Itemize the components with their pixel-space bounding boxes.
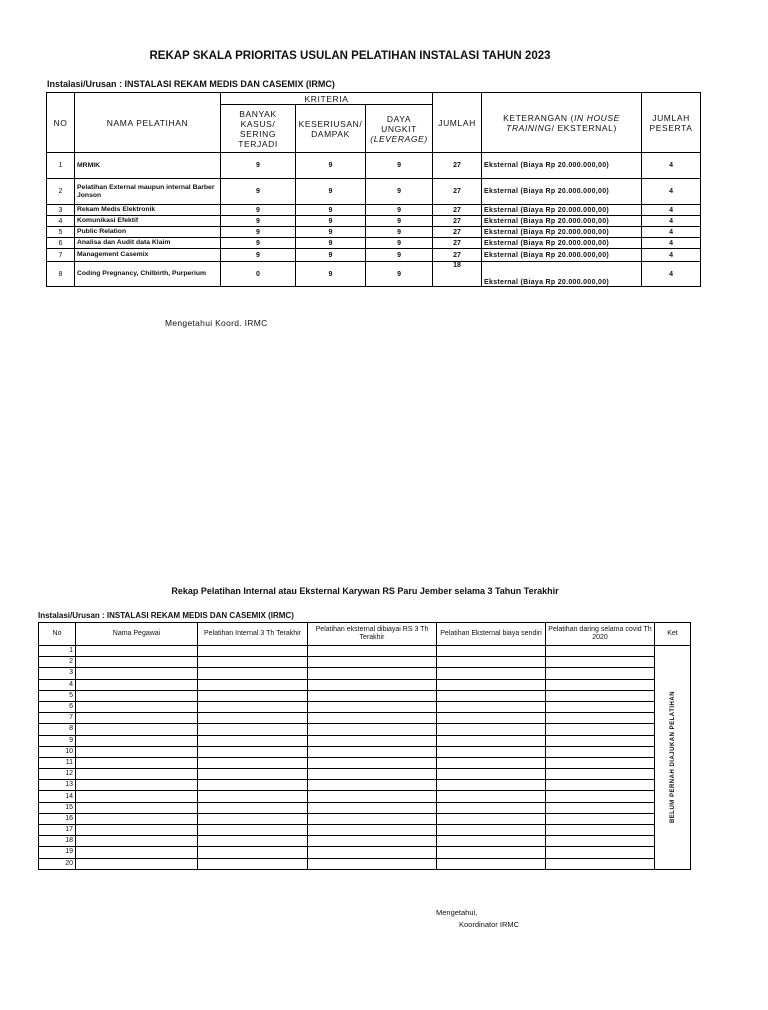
empty-cell	[76, 724, 198, 735]
row-keterangan: Eksternal (Biaya Rp 20.000.000,00)	[482, 238, 642, 249]
row-no: 5	[47, 227, 75, 238]
empty-cell	[437, 701, 546, 712]
table-row	[47, 179, 701, 205]
row-keterangan: Eksternal (Biaya Rp 20.000.000,00)	[482, 179, 642, 205]
row-jumlah: 27	[433, 205, 482, 216]
empty-cell	[308, 713, 437, 724]
row-no: 6	[39, 701, 76, 712]
empty-cell	[308, 780, 437, 791]
row-peserta: 4	[642, 249, 701, 262]
empty-cell	[437, 657, 546, 668]
row-nama-pelatihan: Coding Pregnancy, Chilbirth, Purperium	[75, 262, 221, 287]
empty-cell	[76, 836, 198, 847]
header-pelatihan-eksternal-sendiri: Pelatihan Eksternal biaya sendiri	[437, 623, 546, 646]
row-keterangan: Eksternal (Biaya Rp 20.000.000,00)	[482, 216, 642, 227]
empty-cell	[76, 858, 198, 869]
empty-cell	[546, 735, 655, 746]
row-keseriusan: 9	[296, 262, 366, 287]
empty-cell	[437, 646, 546, 657]
empty-cell	[546, 657, 655, 668]
header-banyak-kasus: BANYAK KASUS/ SERING TERJADI	[221, 105, 296, 153]
empty-cell	[198, 690, 308, 701]
row-banyak: 9	[221, 216, 296, 227]
row-daya-ungkit: 9	[366, 227, 433, 238]
empty-cell	[437, 690, 546, 701]
empty-cell	[198, 735, 308, 746]
empty-cell	[546, 757, 655, 768]
header-ket: Ket	[655, 623, 691, 646]
row-daya-ungkit: 9	[366, 216, 433, 227]
row-no: 10	[39, 746, 76, 757]
empty-cell	[546, 746, 655, 757]
row-banyak: 9	[221, 227, 296, 238]
row-jumlah: 27	[433, 216, 482, 227]
empty-cell	[546, 646, 655, 657]
empty-cell	[437, 780, 546, 791]
empty-cell	[546, 701, 655, 712]
table-row	[39, 646, 691, 657]
table-row	[47, 205, 701, 216]
table-row	[39, 802, 691, 813]
table-row	[39, 690, 691, 701]
row-jumlah: 27	[433, 249, 482, 262]
empty-cell	[198, 847, 308, 858]
empty-cell	[546, 858, 655, 869]
empty-cell	[437, 724, 546, 735]
row-nama-pelatihan: Rekam Medis Elektronik	[75, 205, 221, 216]
row-banyak: 9	[221, 153, 296, 179]
empty-cell	[76, 802, 198, 813]
header-keseriusan: KESERIUSAN/ DAMPAK	[296, 105, 366, 153]
row-no: 16	[39, 813, 76, 824]
empty-cell	[437, 668, 546, 679]
row-nama-pelatihan: Pelatihan External maupun internal Barber Jonson	[75, 179, 221, 205]
row-no: 11	[39, 757, 76, 768]
empty-cell	[76, 757, 198, 768]
empty-cell	[437, 825, 546, 836]
empty-cell	[76, 690, 198, 701]
table-row	[39, 813, 691, 824]
empty-cell	[546, 802, 655, 813]
empty-cell	[198, 769, 308, 780]
row-daya-ungkit: 9	[366, 179, 433, 205]
empty-cell	[546, 825, 655, 836]
row-keseriusan: 9	[296, 238, 366, 249]
row-jumlah: 27	[433, 153, 482, 179]
empty-cell	[437, 757, 546, 768]
ket-merged-cell	[655, 646, 691, 870]
row-peserta: 4	[642, 216, 701, 227]
row-banyak: 0	[221, 262, 296, 287]
header-pelatihan-eksternal-rs: Pelatihan eksternal dibiayai RS 3 Th Terakhir	[308, 623, 437, 646]
empty-cell	[437, 847, 546, 858]
row-keterangan: Eksternal (Biaya Rp 20.000.000,00)	[482, 227, 642, 238]
empty-cell	[198, 836, 308, 847]
empty-cell	[308, 825, 437, 836]
empty-cell	[198, 802, 308, 813]
table-row	[39, 701, 691, 712]
empty-cell	[546, 791, 655, 802]
empty-cell	[546, 847, 655, 858]
row-no: 3	[39, 668, 76, 679]
empty-cell	[76, 769, 198, 780]
empty-cell	[76, 847, 198, 858]
row-keterangan: Eksternal (Biaya Rp 20.000.000,00)	[482, 249, 642, 262]
row-daya-ungkit: 9	[366, 238, 433, 249]
row-nama-pelatihan: Management Casemix	[75, 249, 221, 262]
header-keterangan	[482, 93, 642, 153]
table-row	[39, 847, 691, 858]
row-no: 19	[39, 847, 76, 858]
row-keterangan: Eksternal (Biaya Rp 20.000.000,00)	[482, 205, 642, 216]
header-keterangan-inhouse: IN HOUSE TRAINING	[506, 112, 620, 133]
empty-cell	[308, 746, 437, 757]
row-no: 7	[47, 249, 75, 262]
empty-cell	[546, 813, 655, 824]
row-no: 12	[39, 769, 76, 780]
empty-cell	[308, 769, 437, 780]
doc2-signature-line2: Koordinator IRMC	[459, 920, 520, 929]
empty-cell	[76, 713, 198, 724]
doc1-title: REKAP SKALA PRIORITAS USULAN PELATIHAN INSTALASI TAHUN 2023	[149, 50, 551, 62]
empty-cell	[308, 858, 437, 869]
empty-cell	[437, 735, 546, 746]
row-nama-pelatihan: Komunikasi Efektif	[75, 216, 221, 227]
row-peserta: 4	[642, 238, 701, 249]
empty-cell	[76, 701, 198, 712]
empty-cell	[198, 813, 308, 824]
doc2-signature-line1: Mengetahui,	[436, 908, 478, 917]
row-no: 17	[39, 825, 76, 836]
row-no: 3	[47, 205, 75, 216]
table-row	[39, 668, 691, 679]
empty-cell	[308, 847, 437, 858]
header-nama-pelatihan: NAMA PELATIHAN	[75, 93, 221, 153]
priority-table-body	[47, 153, 701, 287]
empty-cell	[198, 713, 308, 724]
empty-cell	[546, 724, 655, 735]
row-nama-pelatihan: Analisa dan Audit data Klaim	[75, 238, 221, 249]
row-peserta: 4	[642, 205, 701, 216]
table-row	[39, 791, 691, 802]
table-row	[47, 262, 701, 287]
empty-cell	[198, 646, 308, 657]
ket-vertical-text: BELUM PERNAH DIAJUKAN PELATIHAN	[669, 691, 676, 824]
row-daya-ungkit: 9	[366, 262, 433, 287]
row-daya-ungkit: 9	[366, 153, 433, 179]
row-keseriusan: 9	[296, 249, 366, 262]
header-leverage: (LEVERAGE)	[370, 133, 428, 144]
table-row	[39, 836, 691, 847]
empty-cell	[546, 780, 655, 791]
empty-cell	[546, 769, 655, 780]
row-no: 14	[39, 791, 76, 802]
header-keterangan-prefix: KETERANGAN (	[503, 112, 575, 123]
empty-cell	[76, 825, 198, 836]
empty-cell	[308, 735, 437, 746]
empty-cell	[308, 701, 437, 712]
empty-cell	[198, 679, 308, 690]
row-peserta: 4	[642, 179, 701, 205]
row-no: 2	[39, 657, 76, 668]
empty-cell	[308, 836, 437, 847]
row-daya-ungkit: 9	[366, 249, 433, 262]
table-row	[39, 657, 691, 668]
empty-cell	[198, 701, 308, 712]
header-pelatihan-daring: Pelatihan daring selama covid Th 2020	[546, 623, 655, 646]
empty-cell	[76, 679, 198, 690]
empty-cell	[546, 713, 655, 724]
row-keseriusan: 9	[296, 153, 366, 179]
table-row	[39, 746, 691, 757]
empty-cell	[437, 791, 546, 802]
row-no: 4	[47, 216, 75, 227]
empty-cell	[198, 668, 308, 679]
row-no: 5	[39, 690, 76, 701]
empty-cell	[546, 836, 655, 847]
row-daya-ungkit: 9	[366, 205, 433, 216]
empty-cell	[437, 858, 546, 869]
empty-cell	[198, 780, 308, 791]
row-nama-pelatihan: MRMIK	[75, 153, 221, 179]
row-jumlah: 27	[433, 238, 482, 249]
row-banyak: 9	[221, 238, 296, 249]
table-row	[39, 735, 691, 746]
row-banyak: 9	[221, 179, 296, 205]
row-no: 18	[39, 836, 76, 847]
row-jumlah: 18	[433, 262, 482, 287]
empty-cell	[308, 791, 437, 802]
empty-cell	[546, 679, 655, 690]
empty-cell	[308, 802, 437, 813]
empty-cell	[198, 757, 308, 768]
row-keseriusan: 9	[296, 227, 366, 238]
row-no: 4	[39, 679, 76, 690]
empty-cell	[76, 668, 198, 679]
row-no: 15	[39, 802, 76, 813]
row-no: 7	[39, 713, 76, 724]
empty-cell	[437, 713, 546, 724]
empty-cell	[76, 657, 198, 668]
row-no: 20	[39, 858, 76, 869]
empty-cell	[308, 724, 437, 735]
empty-cell	[546, 690, 655, 701]
row-no: 2	[47, 179, 75, 205]
empty-cell	[308, 813, 437, 824]
row-jumlah: 27	[433, 227, 482, 238]
empty-cell	[437, 813, 546, 824]
header-keterangan-suffix: / EKSTERNAL)	[551, 122, 617, 133]
table-row	[39, 713, 691, 724]
row-banyak: 9	[221, 205, 296, 216]
empty-cell	[308, 757, 437, 768]
table-row	[39, 724, 691, 735]
row-peserta: 4	[642, 227, 701, 238]
row-banyak: 9	[221, 249, 296, 262]
row-no: 8	[47, 262, 75, 287]
header-nama-pegawai: Nama Pegawai	[76, 623, 198, 646]
table-row	[39, 825, 691, 836]
empty-cell	[308, 690, 437, 701]
empty-cell	[308, 679, 437, 690]
empty-cell	[76, 813, 198, 824]
doc1-signature: Mengetahui Koord. IRMC	[165, 318, 268, 328]
row-no: 13	[39, 780, 76, 791]
empty-cell	[76, 791, 198, 802]
empty-cell	[76, 780, 198, 791]
priority-table	[46, 92, 701, 287]
empty-cell	[308, 657, 437, 668]
header-no: NO	[47, 93, 75, 153]
row-no: 6	[47, 238, 75, 249]
row-keterangan: Eksternal (Biaya Rp 20.000.000,00)	[482, 153, 642, 179]
header-jumlah-peserta: JUMLAH PESERTA	[642, 93, 701, 153]
table-row	[47, 249, 701, 262]
header-daya-ungkit-label: DAYA UNGKIT	[381, 113, 417, 134]
table-row	[47, 216, 701, 227]
header-no: No	[39, 623, 76, 646]
empty-cell	[76, 646, 198, 657]
empty-cell	[198, 825, 308, 836]
row-no: 9	[39, 735, 76, 746]
table-row	[39, 858, 691, 869]
row-no: 8	[39, 724, 76, 735]
empty-cell	[198, 657, 308, 668]
row-no: 1	[39, 646, 76, 657]
table-row	[47, 153, 701, 179]
empty-cell	[437, 679, 546, 690]
doc2-instalasi-label: Instalasi/Urusan : INSTALASI REKAM MEDIS DAN CASEMIX (IRMC)	[38, 611, 294, 620]
doc1-instalasi-label: Instalasi/Urusan : INSTALASI REKAM MEDIS DAN CASEMIX (IRMC)	[47, 79, 335, 89]
row-peserta: 4	[642, 262, 701, 287]
header-daya-ungkit	[366, 105, 433, 153]
row-keseriusan: 9	[296, 205, 366, 216]
empty-cell	[198, 746, 308, 757]
row-no: 1	[47, 153, 75, 179]
empty-cell	[198, 724, 308, 735]
row-keseriusan: 9	[296, 216, 366, 227]
empty-cell	[76, 735, 198, 746]
row-jumlah: 27	[433, 179, 482, 205]
table-row	[39, 679, 691, 690]
table-row	[39, 780, 691, 791]
header-pelatihan-internal: Pelatihan Internal 3 Th Terakhir	[198, 623, 308, 646]
empty-cell	[308, 668, 437, 679]
training-history-body	[39, 646, 691, 870]
empty-cell	[76, 746, 198, 757]
training-history-table	[38, 622, 691, 870]
table-row	[39, 769, 691, 780]
row-peserta: 4	[642, 153, 701, 179]
empty-cell	[198, 858, 308, 869]
empty-cell	[437, 836, 546, 847]
table-row	[47, 238, 701, 249]
table-row	[47, 227, 701, 238]
doc2-title: Rekap Pelatihan Internal atau Eksternal Karywan RS Paru Jember selama 3 Tahun Terakhir	[171, 586, 559, 596]
empty-cell	[308, 646, 437, 657]
empty-cell	[437, 769, 546, 780]
row-keterangan: Eksternal (Biaya Rp 20.000.000,00)	[482, 262, 642, 287]
table-row	[39, 757, 691, 768]
empty-cell	[437, 802, 546, 813]
header-jumlah: JUMLAH	[433, 93, 482, 153]
empty-cell	[198, 791, 308, 802]
row-nama-pelatihan: Public Relation	[75, 227, 221, 238]
header-kriteria: KRITERIA	[221, 93, 433, 105]
row-keseriusan: 9	[296, 179, 366, 205]
empty-cell	[437, 746, 546, 757]
empty-cell	[546, 668, 655, 679]
